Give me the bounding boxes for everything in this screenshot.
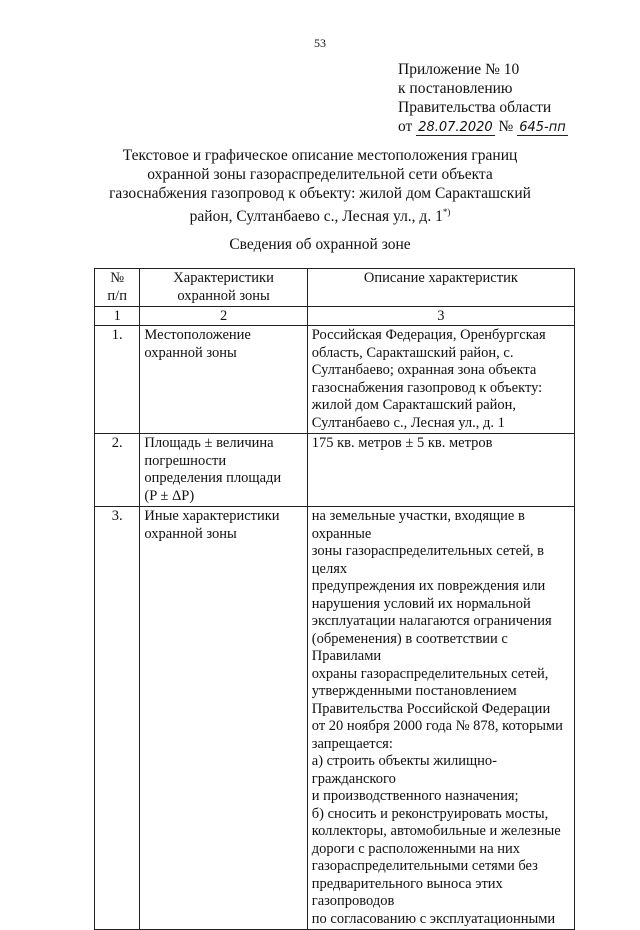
table-row: [95, 434, 575, 507]
row-number: 1.: [95, 326, 140, 434]
row-description: 175 кв. метров ± 5 кв. метров: [307, 434, 574, 507]
row-characteristic: Иные характеристики охранной зоны: [140, 507, 307, 930]
date-prefix: от: [398, 118, 413, 135]
protection-zone-table: [94, 268, 575, 930]
appendix-block: [398, 60, 568, 137]
document-title-text: Текстовое и графическое описание местоположения границ охранной зоны газораспределительной сети объекта газоснабжения газопровод к объекту: жилой дом Саракташский район, Султанбаево с., Лесная ул., д. 1: [109, 147, 531, 226]
section-subtitle: Сведения об охранной зоне: [229, 236, 411, 253]
number-prefix: №: [498, 118, 514, 135]
row-characteristic: Площадь ± величина погрешности определения площади (P ± ΔP): [140, 434, 307, 507]
table-row: [95, 507, 575, 930]
header-number: № п/п: [95, 269, 140, 307]
column-number-1: 1: [95, 307, 140, 326]
row-description: Российская Федерация, Оренбургская область, Саракташский район, с. Султанбаево; охранная зона объекта газоснабжения газопровод к объекту: жилой дом Саракташский район, Султанбаево с., Лесная ул., д. 1: [307, 326, 574, 434]
row-description: на земельные участки, входящие в охранные зоны газораспределительных сетей, в целях предупреждения их повреждения или нарушения условий их нормальной эксплуатации налагаются ограничения (обременения) в соответствии с Правилами охраны газораспределительных сетей, утвержденными постановлением Правительства Российской Федерации от 20 ноября 2000 года № 878, которыми запрещается: а) строить объекты жилищно-гражданского и производственного назначения; б) сносить и реконструировать мосты, коллекторы, автомобильные и железные дороги с расположенными на них газораспределительными сетями без предварительного выноса этих газопроводов по согласованию с эксплуатационными: [307, 507, 574, 930]
header-description: Описание характеристик: [307, 269, 574, 307]
header-characteristics: Характеристики охранной зоны: [140, 269, 307, 307]
row-number: 2.: [95, 434, 140, 507]
handwritten-date: 28.07.2020: [418, 120, 493, 135]
footnote-mark: *): [442, 207, 451, 217]
appendix-title: Приложение № 10: [398, 61, 520, 78]
column-number-row: [95, 307, 575, 326]
table-row: [95, 326, 575, 434]
table-header-row: [95, 269, 575, 307]
column-number-3: 3: [307, 307, 574, 326]
row-characteristic: Местоположение охранной зоны: [140, 326, 307, 434]
row-number: 3.: [95, 507, 140, 930]
page-number: 53: [314, 36, 326, 50]
document-title: [100, 146, 540, 226]
appendix-line-government: Правительства области: [398, 99, 552, 116]
appendix-line-decree: к постановлению: [398, 80, 513, 97]
appendix-date-line: [398, 117, 568, 137]
column-number-2: 2: [140, 307, 307, 326]
handwritten-number: 645-пп: [519, 120, 566, 135]
